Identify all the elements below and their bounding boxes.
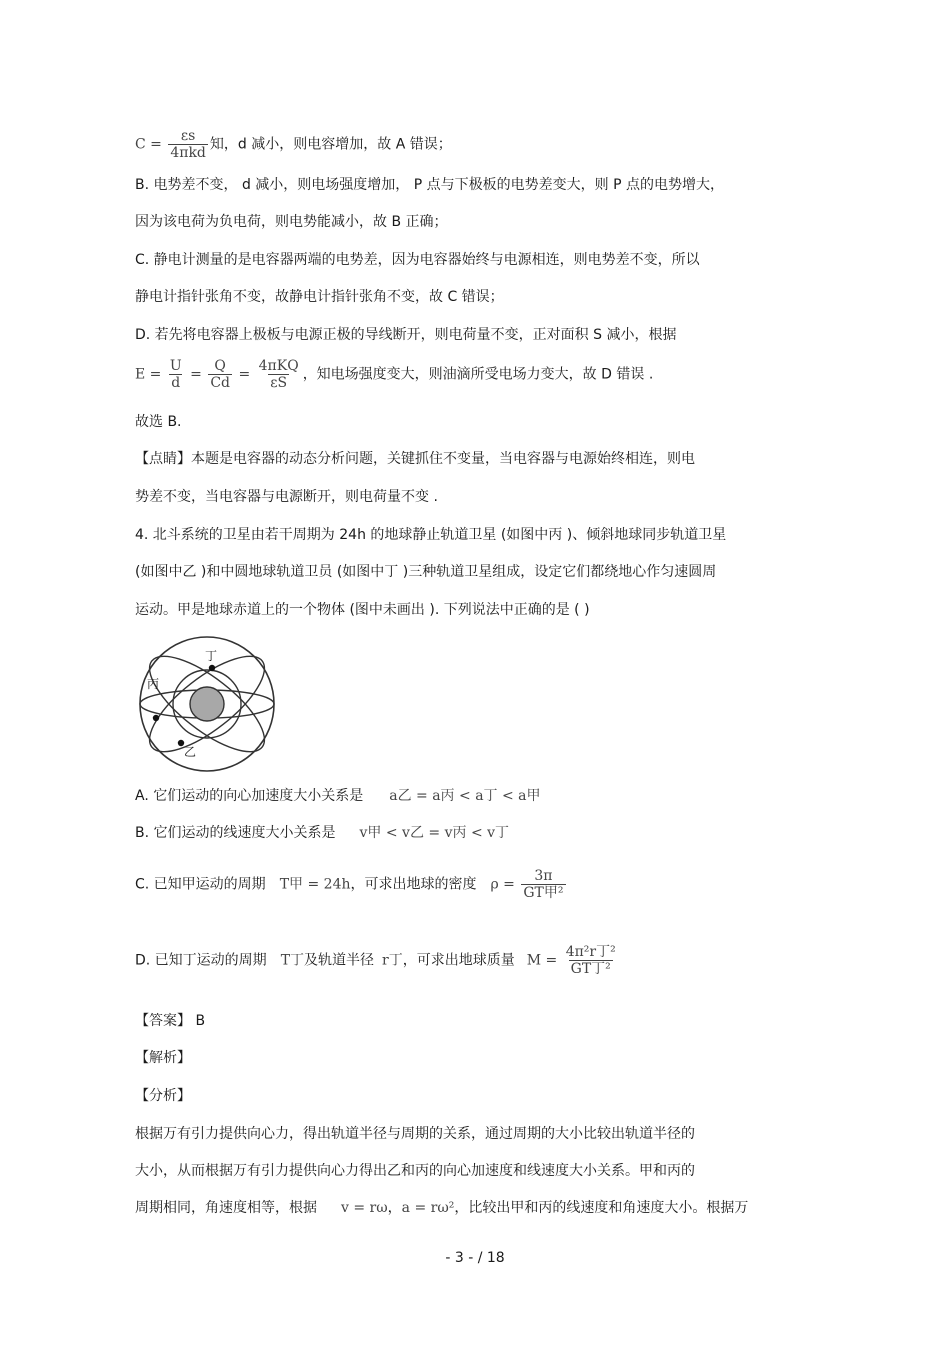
option-d-mid-text-2: ，可求出地球质量 <box>402 952 515 969</box>
comma: ， <box>387 1200 402 1216</box>
option-a-text: A. 它们运动的向心加速度大小关系是 <box>135 788 364 804</box>
fenxi-heading: 【分析】 <box>135 1088 191 1104</box>
satellite-ding-dot <box>209 665 215 671</box>
option-b <box>135 823 509 843</box>
analysis-paragraph-3 <box>135 1198 748 1218</box>
option-c-text: C. 已知甲运动的周期 <box>135 876 266 893</box>
option-d-mid-text-1: 及轨道半径 <box>304 952 375 969</box>
formula-4pikq-over-es <box>257 358 301 391</box>
fraction-denominator: d <box>171 375 181 391</box>
option-c-rho: ρ = <box>490 876 520 893</box>
formula-e-prefix: E = <box>135 366 166 383</box>
formula-q-over-cd <box>208 358 232 391</box>
fraction-numerator: 4π²r丁² <box>565 944 616 960</box>
question-4-line-3: 运动。甲是地球赤道上的一个物体 (图中未画出 ). 下列说法中正确的是 ( ) <box>135 602 590 618</box>
formula-c-prefix: C = <box>135 136 167 153</box>
question-4-line-1: 4. 北斗系统的卫星由若干周期为 24h 的地球静止轨道卫星 (如图中丙 )、倾斜地球同步轨道卫星 <box>135 527 727 543</box>
equals-sign: = <box>185 366 207 383</box>
line-capacitance-formula <box>135 128 452 161</box>
option-b-text: B. 它们运动的线速度大小关系是 <box>135 825 336 841</box>
analysis-paragraph-1: 根据万有引力提供向心力，得出轨道半径与周期的关系，通过周期的大小比较出轨道半径的 <box>135 1126 695 1142</box>
option-d-radius: r丁 <box>382 952 403 969</box>
satellite-bing-dot <box>153 715 159 721</box>
option-d-text: D. 已知丁运动的周期 <box>135 952 267 969</box>
line-2: B. 电势差不变， d 减小，则电场强度增加， P 点与下极板的电势差变大，则 P 点的电势增大， <box>135 177 724 193</box>
option-d-mass: M = <box>526 952 562 969</box>
fraction-numerator: U <box>169 358 182 374</box>
fraction-denominator: GT甲² <box>523 885 564 901</box>
question-4-line-2: (如图中乙 )和中圆地球轨道卫员 (如图中丁 )三种轨道卫星组成，设定它们都绕地心作匀速圆周 <box>135 564 717 580</box>
line-5: 静电计指针张角不变，故静电计指针张角不变，故 C 错误； <box>135 289 504 305</box>
option-d <box>135 944 620 977</box>
fraction-numerator: 4πKQ <box>258 358 299 374</box>
option-b-formula: v甲 < v乙 = v丙 < v丁 <box>359 825 510 841</box>
line-9-dianjing: 【点睛】本题是电容器的动态分析问题，关键抓住不变量，当电容器与电源始终相连，则电 <box>135 451 695 467</box>
jiexi-heading: 【解析】 <box>135 1050 191 1066</box>
label-yi: 乙 <box>184 745 197 759</box>
option-a <box>135 786 541 806</box>
line-4: C. 静电计测量的是电容器两端的电势差，因为电容器始终与电源相连，则电势差不变，所以 <box>135 252 700 268</box>
option-a-formula: a乙 = a丙 < a丁 < a甲 <box>389 788 541 804</box>
fraction-denominator: εS <box>270 375 288 391</box>
analysis-p3-text-a: 周期相同，角速度相等，根据 <box>135 1200 317 1216</box>
label-ding: 丁 <box>205 649 218 663</box>
option-d-mass-fraction <box>564 944 618 977</box>
formula-v-r-omega: v = rω <box>341 1200 388 1216</box>
line-8: 故选 B. <box>135 414 182 430</box>
line-6: D. 若先将电容器上极板与电源正极的导线断开，则电荷量不变，正对面积 S 减小，根据 <box>135 327 677 343</box>
satellite-orbit-diagram <box>135 630 285 775</box>
fraction-numerator: 3π <box>534 868 553 884</box>
fraction-numerator: εs <box>180 128 196 144</box>
option-c-density-fraction <box>521 868 565 901</box>
option-c-period: T甲 = 24h <box>279 876 351 893</box>
formula-c-fraction <box>168 128 208 161</box>
formula-a-r-omega-squared: a = rω² <box>401 1200 455 1216</box>
line-7-text: ，知电场强度变大，则油滴所受电场力变大，故 D 错误 . <box>302 366 654 383</box>
page-number-footer: - 3 - / 18 <box>445 1250 505 1266</box>
fraction-denominator: GT丁² <box>570 961 611 977</box>
line-3: 因为该电荷为负电荷，则电势能减小，故 B 正确； <box>135 214 448 230</box>
option-d-period: T丁 <box>280 952 305 969</box>
line-10: 势差不变，当电容器与电源断开，则电荷量不变 . <box>135 489 438 505</box>
fraction-denominator: Cd <box>210 375 230 391</box>
option-c-mid-text: ，可求出地球的密度 <box>350 876 477 893</box>
analysis-paragraph-2: 大小，从而根据万有引力提供向心力得出乙和丙的向心加速度和线速度大小关系。甲和丙的 <box>135 1163 695 1179</box>
line-1-text: 知，d 减小，则电容增加，故 A 错误； <box>209 136 452 153</box>
analysis-p3-text-b: ，比较出甲和丙的线速度和角速度大小。根据万 <box>454 1200 749 1216</box>
line-field-formula <box>135 358 653 391</box>
formula-u-over-d <box>168 358 184 391</box>
label-bing: 丙 <box>147 677 160 691</box>
answer-line: 【答案】 B <box>135 1013 206 1029</box>
fraction-denominator: 4πkd <box>170 145 206 161</box>
fraction-numerator: Q <box>214 358 226 374</box>
option-c <box>135 868 568 901</box>
earth <box>190 687 224 721</box>
equals-sign: = <box>234 366 255 383</box>
